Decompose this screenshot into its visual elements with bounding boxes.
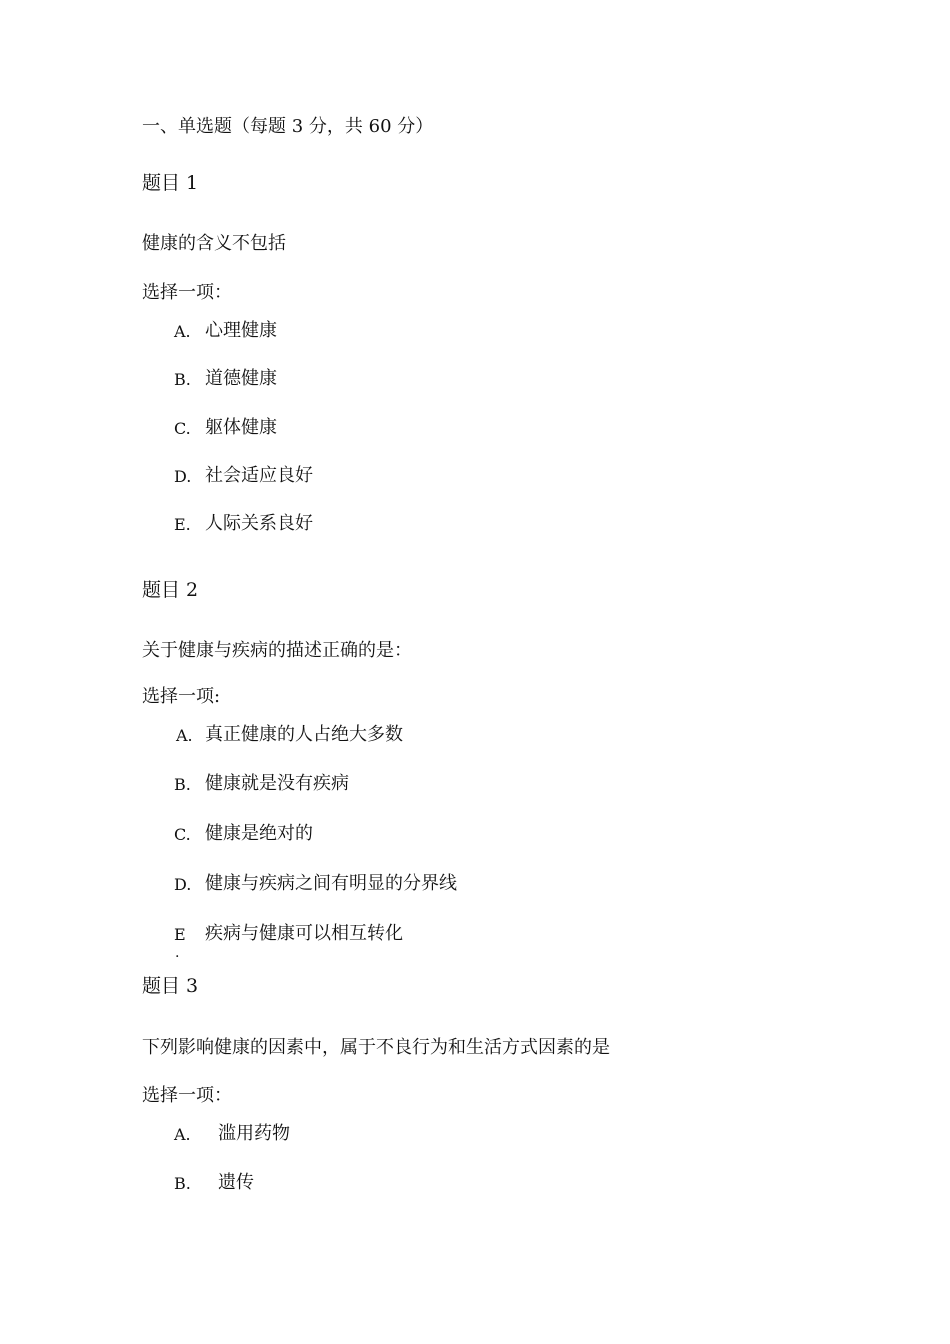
- option-text: 真正健康的人占绝大多数: [205, 724, 403, 745]
- option-text: 健康与疾病之间有明显的分界线: [205, 873, 457, 894]
- option-text: 滥用药物: [218, 1123, 290, 1144]
- question-title: 题目 2: [142, 579, 199, 601]
- question-title: 题目 1: [142, 172, 199, 194]
- option-text: 躯体健康: [205, 417, 277, 438]
- option-text: 遗传: [218, 1172, 254, 1193]
- option-text: 道德健康: [205, 368, 277, 389]
- option-letter: D.: [174, 467, 192, 486]
- option-letter: B.: [174, 370, 191, 389]
- choice-prompt: 选择一项：: [142, 282, 232, 303]
- option-letter: D.: [174, 875, 192, 894]
- option-letter: C.: [174, 419, 191, 438]
- option-letter: B.: [174, 775, 191, 794]
- option-letter: A.: [174, 1125, 191, 1144]
- option-letter: C.: [174, 825, 191, 844]
- option-letter: E.: [174, 515, 191, 534]
- option-letter: A.: [174, 322, 191, 341]
- option-text: 健康是绝对的: [205, 823, 313, 844]
- option-text: 人际关系良好: [205, 513, 313, 534]
- question-stem: 关于健康与疾病的描述正确的是：: [142, 640, 412, 661]
- option-letter: B.: [174, 1174, 191, 1193]
- choice-prompt: 选择一项：: [142, 1085, 232, 1106]
- option-text: 健康就是没有疾病: [205, 773, 349, 794]
- option-text: 心理健康: [205, 320, 277, 341]
- section-heading: 一、单选题（每题 3 分，共 60 分）: [142, 116, 434, 137]
- choice-prompt: 选择一项:: [142, 686, 221, 707]
- option-letter: A.: [176, 726, 193, 745]
- option-text: 社会适应良好: [205, 465, 313, 486]
- question-stem: 下列影响健康的因素中，属于不良行为和生活方式因素的是: [142, 1037, 610, 1058]
- option-text: 疾病与健康可以相互转化: [205, 923, 403, 944]
- question-title: 题目 3: [142, 975, 199, 997]
- option-letter: E: [174, 925, 186, 944]
- question-stem: 健康的含义不包括: [142, 233, 286, 254]
- option-trailing-mark: .: [175, 945, 180, 961]
